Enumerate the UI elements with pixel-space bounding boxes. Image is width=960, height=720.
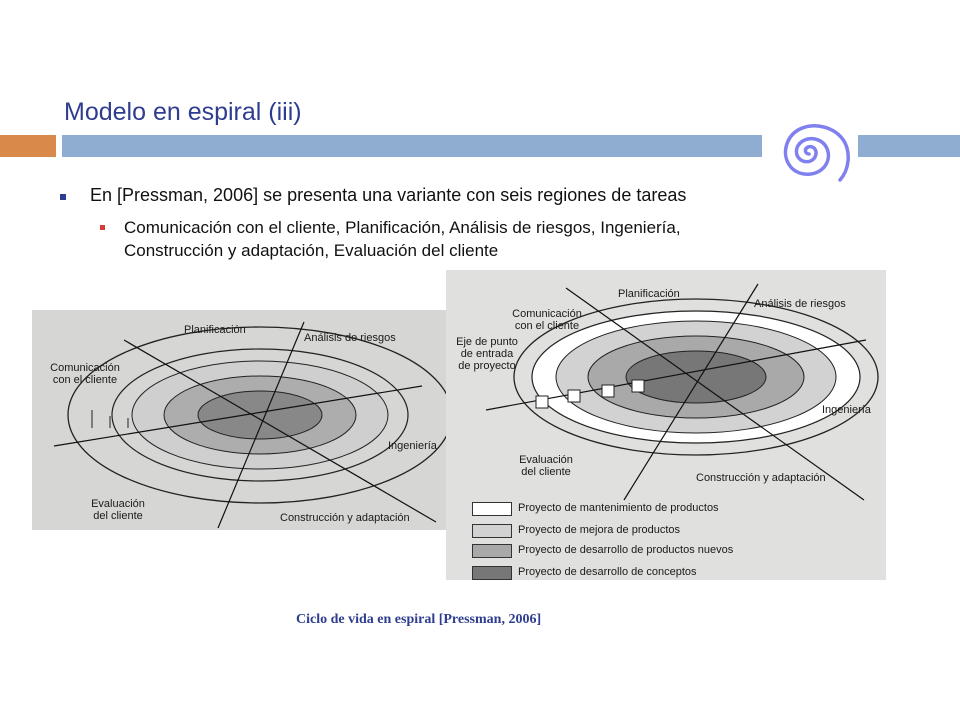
spiral-logo-icon <box>760 116 858 188</box>
label-comunicacion-line2: con el cliente <box>514 320 580 332</box>
label-ingenieria: Ingeniería <box>388 440 437 452</box>
legend-swatch <box>472 524 512 538</box>
label-eje-entrada <box>454 336 520 372</box>
label-evaluacion-line1: Evaluación <box>91 498 145 510</box>
label-comunicacion-line1: Comunicación <box>512 308 582 320</box>
label-evaluacion-line1: Evaluación <box>519 454 573 466</box>
label-eje-line2: de entrada <box>460 348 514 360</box>
header-band-blue <box>62 135 762 157</box>
header-band-orange <box>0 135 56 157</box>
bullet-sub-text: Comunicación con el cliente, Planificación, Análisis de riesgos, Ingeniería, Construcción y adaptación, Evaluación del cliente <box>124 218 681 260</box>
bullet-square-icon <box>100 225 105 230</box>
legend-label: Proyecto de desarrollo de productos nuevos <box>518 544 734 556</box>
label-construccion: Construcción y adaptación <box>696 472 826 484</box>
label-evaluacion <box>506 454 586 478</box>
label-construccion: Construcción y adaptación <box>280 512 410 524</box>
label-eje-line1: Eje de punto <box>456 336 518 348</box>
bullet-main-text: En [Pressman, 2006] se presenta una variante con seis regiones de tareas <box>90 185 687 205</box>
label-planificacion: Planificación <box>184 324 246 336</box>
label-eje-line3: de proyecto <box>458 360 516 372</box>
label-evaluacion <box>78 498 158 522</box>
slide-title: Modelo en espiral (iii) <box>64 98 302 126</box>
figure-caption: Ciclo de vida en espiral [Pressman, 2006] <box>296 612 542 627</box>
legend-swatch <box>472 502 512 516</box>
label-evaluacion-line2: del cliente <box>93 510 143 522</box>
label-comunicacion-line1: Comunicación <box>50 362 120 374</box>
label-evaluacion-line2: del cliente <box>521 466 571 478</box>
label-ingenieria: Ingeniería <box>822 404 871 416</box>
legend-label: Proyecto de mejora de productos <box>518 524 681 536</box>
spiral-figure-six-regions <box>32 310 448 530</box>
legend-swatch <box>472 566 512 580</box>
legend-label: Proyecto de mantenimiento de productos <box>518 502 719 514</box>
label-planificacion: Planificación <box>618 288 680 300</box>
label-analisis-riesgos: Análisis de riesgos <box>754 298 846 310</box>
label-comunicacion <box>40 362 130 386</box>
legend-swatch <box>472 544 512 558</box>
label-comunicacion <box>502 308 592 332</box>
label-comunicacion-line2: con el cliente <box>52 374 118 386</box>
legend-label: Proyecto de desarrollo de conceptos <box>518 566 697 578</box>
header-band-blue-right <box>858 135 960 157</box>
bullet-square-icon <box>60 194 66 200</box>
label-analisis-riesgos: Análisis de riesgos <box>304 332 396 344</box>
